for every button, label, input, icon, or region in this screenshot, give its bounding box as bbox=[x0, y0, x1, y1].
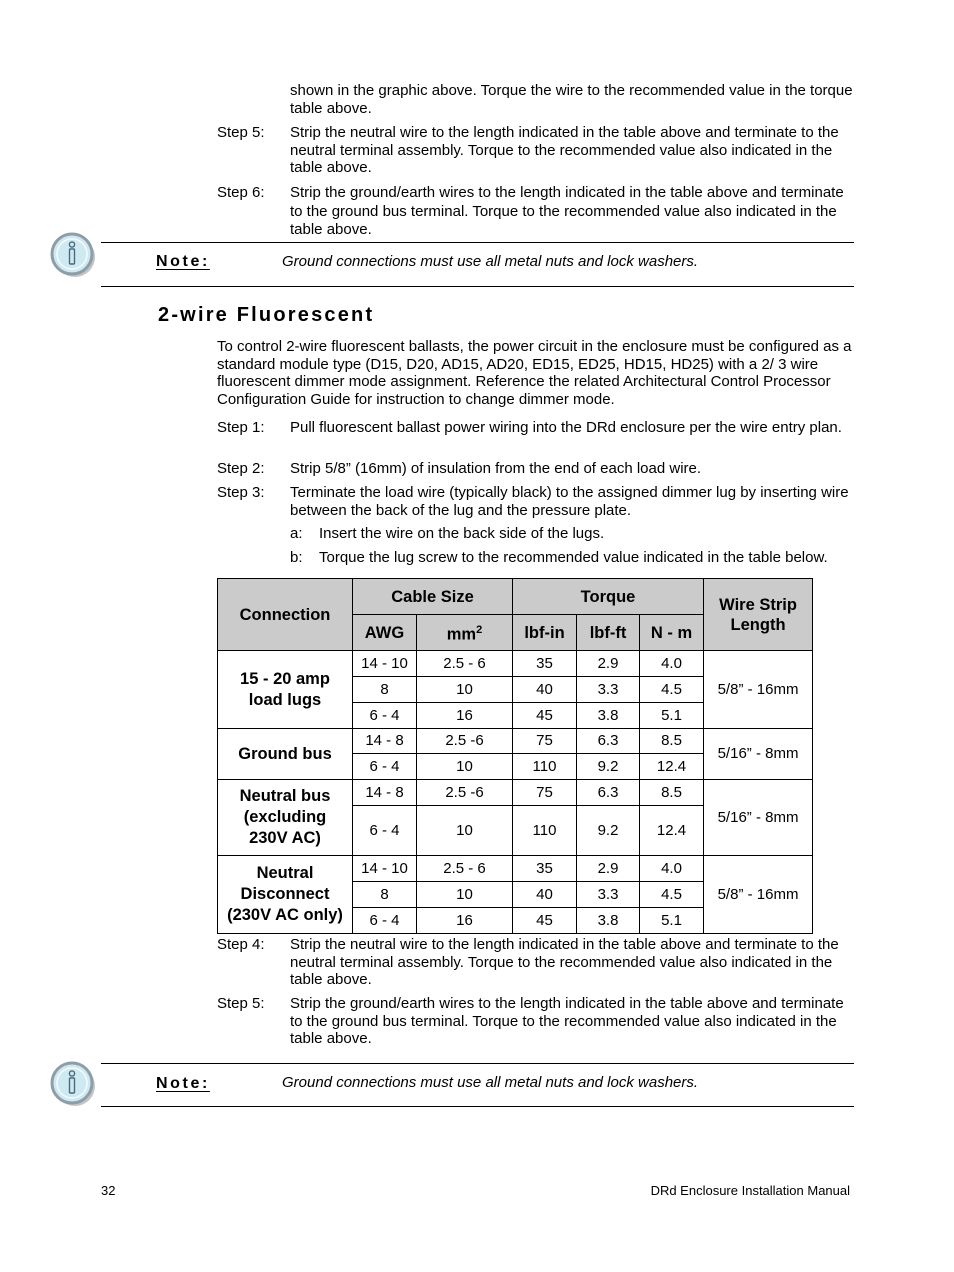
cell-mm2: 16 bbox=[417, 908, 513, 934]
header-torque: Torque bbox=[513, 579, 704, 615]
cell-nm: 12.4 bbox=[640, 754, 704, 780]
note-divider-top bbox=[101, 1063, 854, 1064]
cell-lbf-ft: 2.9 bbox=[577, 651, 640, 677]
cell-nm: 4.5 bbox=[640, 882, 704, 908]
cell-nm: 5.1 bbox=[640, 703, 704, 729]
cell-strip-length: 5/8” - 16mm bbox=[704, 651, 813, 729]
note-divider-bottom bbox=[101, 286, 854, 287]
step-label: Step 2: bbox=[217, 460, 265, 477]
step-label: Step 3: bbox=[217, 484, 265, 501]
cell-lbf-ft: 3.8 bbox=[577, 908, 640, 934]
cell-strip-length: 5/16” - 8mm bbox=[704, 780, 813, 856]
group-name: Neutral bus (excluding 230V AC) bbox=[218, 780, 353, 856]
step-continuation-text: shown in the graphic above. Torque the wire to the recommended value in the torque table above. bbox=[290, 82, 853, 117]
substep-text: Torque the lug screw to the recommended value indicated in the table below. bbox=[319, 549, 828, 566]
cell-lbf-in: 40 bbox=[513, 882, 577, 908]
torque-table bbox=[217, 578, 813, 934]
cell-mm2: 2.5 -6 bbox=[417, 780, 513, 806]
step-text: Pull fluorescent ballast power wiring into the DRd enclosure per the wire entry plan. bbox=[290, 419, 842, 436]
cell-mm2: 10 bbox=[417, 882, 513, 908]
cell-lbf-ft: 3.3 bbox=[577, 677, 640, 703]
header-mm-label: mm bbox=[446, 625, 477, 644]
cell-lbf-ft: 3.3 bbox=[577, 882, 640, 908]
step-label: Step 5: bbox=[217, 124, 265, 141]
step-label: Step 1: bbox=[217, 419, 265, 436]
cell-lbf-in: 35 bbox=[513, 651, 577, 677]
table-row bbox=[218, 651, 813, 677]
cell-lbf-in: 75 bbox=[513, 729, 577, 754]
note-label: Note: bbox=[156, 253, 210, 270]
info-icon bbox=[50, 1061, 98, 1109]
note-text: Ground connections must use all metal nuts and lock washers. bbox=[282, 253, 699, 270]
header-wire-strip: Wire Strip Length bbox=[704, 579, 813, 651]
header-lbf-in: lbf-in bbox=[513, 615, 577, 651]
substep-text: Insert the wire on the back side of the lugs. bbox=[319, 525, 605, 542]
cell-lbf-in: 45 bbox=[513, 703, 577, 729]
header-mm-superscript: 2 bbox=[476, 624, 483, 637]
cell-lbf-ft: 2.9 bbox=[577, 856, 640, 882]
info-icon bbox=[50, 232, 98, 280]
step-text: Strip the neutral wire to the length indicated in the table above and terminate to the neutral terminal assembly. Torque to the recommended value also indicated in the table above. bbox=[290, 936, 839, 988]
cell-lbf-in: 45 bbox=[513, 908, 577, 934]
cell-mm2: 10 bbox=[417, 754, 513, 780]
table-row bbox=[218, 729, 813, 754]
cell-mm2: 10 bbox=[417, 806, 513, 856]
header-awg: AWG bbox=[353, 615, 417, 651]
table-row bbox=[218, 780, 813, 806]
section-heading: 2-wire Fluorescent bbox=[158, 304, 375, 326]
step-text: Strip the neutral wire to the length indicated in the table above and terminate to the neutral terminal assembly. Torque to the recommended value also indicated in the table above. bbox=[290, 124, 839, 176]
cell-awg: 6 - 4 bbox=[353, 806, 417, 856]
header-nm: N - m bbox=[640, 615, 704, 651]
step-text: Strip the ground/earth wires to the length indicated in the table above and terminate to the ground bus terminal. Torque to the recommended value also indicated in the table above. bbox=[290, 995, 844, 1047]
cell-lbf-ft: 6.3 bbox=[577, 729, 640, 754]
note-divider-bottom bbox=[101, 1106, 854, 1107]
intro-paragraph: To control 2-wire fluorescent ballasts, the power circuit in the enclosure must be configured as a standard module type (D15, D20, AD15, AD20, ED15, ED25, HD15, HD25) with a 2/ 3 wire fluorescent dimmer mode assignment. Reference the related Architectural Control Processor Configuration Guide for instruction to change dimmer mode. bbox=[217, 338, 852, 408]
step-text: Strip the ground/earth wires to the length indicated in the table above and terminate to the ground bus terminal. Torque to the recommended value also indicated in the table above. bbox=[290, 184, 844, 238]
note-label: Note: bbox=[156, 1075, 210, 1092]
cell-awg: 6 - 4 bbox=[353, 703, 417, 729]
cell-nm: 8.5 bbox=[640, 729, 704, 754]
cell-nm: 12.4 bbox=[640, 806, 704, 856]
cell-awg: 6 - 4 bbox=[353, 754, 417, 780]
cell-nm: 4.0 bbox=[640, 856, 704, 882]
cell-nm: 5.1 bbox=[640, 908, 704, 934]
cell-lbf-in: 110 bbox=[513, 754, 577, 780]
step-text: Terminate the load wire (typically black) to the assigned dimmer lug by inserting wire between the back of the lug and the pressure plate. bbox=[290, 484, 849, 519]
group-name: 15 - 20 amp load lugs bbox=[218, 651, 353, 729]
step-label: Step 6: bbox=[217, 184, 265, 201]
cell-mm2: 2.5 - 6 bbox=[417, 651, 513, 677]
substep-label: b: bbox=[290, 549, 303, 566]
cell-awg: 14 - 8 bbox=[353, 729, 417, 754]
cell-lbf-in: 110 bbox=[513, 806, 577, 856]
group-name: Ground bus bbox=[218, 729, 353, 780]
note-divider-top bbox=[101, 242, 854, 243]
cell-lbf-in: 40 bbox=[513, 677, 577, 703]
cell-nm: 4.5 bbox=[640, 677, 704, 703]
cell-mm2: 16 bbox=[417, 703, 513, 729]
group-name: Neutral Disconnect (230V AC only) bbox=[218, 856, 353, 934]
header-mm2 bbox=[417, 615, 513, 651]
step-label: Step 5: bbox=[217, 995, 265, 1012]
cell-lbf-ft: 3.8 bbox=[577, 703, 640, 729]
cell-awg: 8 bbox=[353, 882, 417, 908]
note-text: Ground connections must use all metal nuts and lock washers. bbox=[282, 1074, 699, 1091]
cell-mm2: 2.5 - 6 bbox=[417, 856, 513, 882]
cell-lbf-in: 75 bbox=[513, 780, 577, 806]
header-lbf-ft: lbf-ft bbox=[577, 615, 640, 651]
cell-lbf-ft: 9.2 bbox=[577, 806, 640, 856]
cell-strip-length: 5/16” - 8mm bbox=[704, 729, 813, 780]
cell-nm: 8.5 bbox=[640, 780, 704, 806]
cell-nm: 4.0 bbox=[640, 651, 704, 677]
header-connection: Connection bbox=[218, 579, 353, 651]
cell-awg: 14 - 8 bbox=[353, 780, 417, 806]
manual-title: DRd Enclosure Installation Manual bbox=[650, 1183, 850, 1198]
table-header-row bbox=[218, 579, 813, 615]
cell-awg: 6 - 4 bbox=[353, 908, 417, 934]
step-text: Strip 5/8” (16mm) of insulation from the end of each load wire. bbox=[290, 460, 702, 477]
page-number: 32 bbox=[101, 1183, 116, 1198]
substep-label: a: bbox=[290, 525, 303, 542]
table-row bbox=[218, 856, 813, 882]
step-label: Step 4: bbox=[217, 936, 265, 953]
cell-lbf-in: 35 bbox=[513, 856, 577, 882]
cell-mm2: 2.5 -6 bbox=[417, 729, 513, 754]
header-cable-size: Cable Size bbox=[353, 579, 513, 615]
cell-awg: 14 - 10 bbox=[353, 856, 417, 882]
cell-awg: 14 - 10 bbox=[353, 651, 417, 677]
cell-mm2: 10 bbox=[417, 677, 513, 703]
cell-strip-length: 5/8” - 16mm bbox=[704, 856, 813, 934]
cell-awg: 8 bbox=[353, 677, 417, 703]
cell-lbf-ft: 9.2 bbox=[577, 754, 640, 780]
cell-lbf-ft: 6.3 bbox=[577, 780, 640, 806]
